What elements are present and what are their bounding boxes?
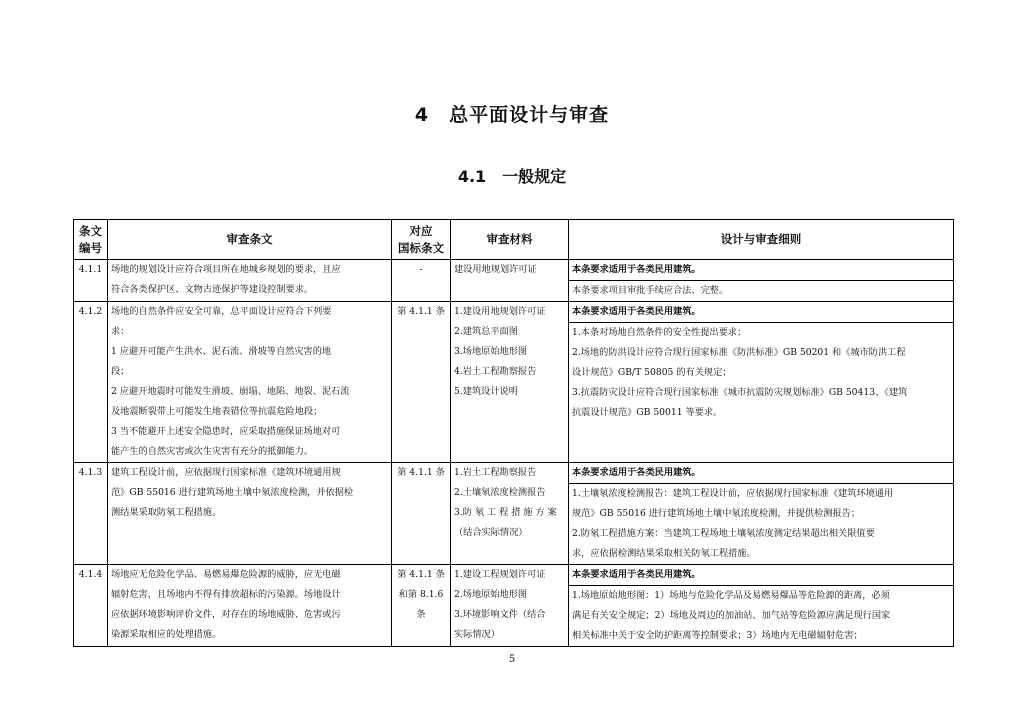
national-ref-line: 第 4.1.1 条 xyxy=(397,306,445,317)
material-item: （结合实际情况） xyxy=(454,527,528,538)
details-applicability: 本条要求适用于各类民用建筑。 xyxy=(572,264,701,275)
details-line: 1.土壤氡浓度检测报告：建筑工程设计前，应依据现行国家标准《建筑环境通用 xyxy=(572,488,894,499)
clause-number: 4.1.2 xyxy=(78,306,103,317)
clause-number-cell xyxy=(74,565,108,647)
clause-text-line: 测结果采取防氡工程措施。 xyxy=(111,507,222,518)
clause-text-cell xyxy=(108,260,392,302)
header-details: 设计与审查细则 xyxy=(569,220,954,260)
clause-number-cell xyxy=(74,463,108,565)
details-line: 1.场地原始地形图：1）场地与危险化学品及易燃易爆品等危险源的距离，必须 xyxy=(572,590,890,601)
materials-cell xyxy=(451,565,569,647)
material-item: 4.岩土工程勘察报告 xyxy=(454,366,537,377)
details-line: 设计规范》GB/T 50805 的有关规定； xyxy=(572,367,732,378)
header-materials: 审查材料 xyxy=(451,220,569,260)
material-item: 3.防 氡 工 程 措 施 方 案 xyxy=(454,507,557,518)
clause-text-cell xyxy=(108,565,392,647)
clause-text-line: 场地的规划设计应符合项目所在地城乡规划的要求，且应 xyxy=(111,264,341,275)
header-ref-line2: 国标条文 xyxy=(398,240,444,255)
header-no-line2: 编号 xyxy=(79,240,102,255)
header-clause-number xyxy=(74,220,108,260)
details-applicability: 本条要求适用于各类民用建筑。 xyxy=(572,467,701,478)
clause-text-line: 符合各类保护区、文物古迹保护等建设控制要求。 xyxy=(111,284,314,295)
details-line: 相关标准中关于安全防护距离等控制要求；3）场地内无电磁辐射危害； xyxy=(572,630,863,641)
table-header-row xyxy=(74,220,954,260)
clause-number: 4.1.1 xyxy=(78,264,103,275)
page-number: 5 xyxy=(508,654,516,665)
material-item: 实际情况） xyxy=(454,629,500,640)
clause-text-line: 辐射危害，且场地内不得有排放超标的污染源。场地设计 xyxy=(111,589,341,600)
clause-text-line: 3 当不能避开上述安全隐患时，应采取措施保证场地对可 xyxy=(111,426,341,437)
materials-cell xyxy=(451,260,569,302)
details-line: 满足有关安全规定；2）场地及周边的加油站、加气站等危险源应满足现行国家 xyxy=(572,610,891,621)
materials-cell xyxy=(451,463,569,565)
details-line: 1.本条对场地自然条件的安全性提出要求； xyxy=(572,327,747,338)
clause-number-cell xyxy=(74,260,108,302)
national-ref-cell xyxy=(392,565,451,647)
details-line: 3.抗震防灾设计应符合现行国家标准《城市抗震防灾规划标准》GB 50413、《建筑 xyxy=(572,387,908,398)
table-row xyxy=(74,565,954,647)
clause-text-line: 求： xyxy=(111,326,130,337)
clause-text-line: 范》GB 55016 进行建筑场地土壤中氡浓度检测，并依据检 xyxy=(111,487,354,498)
clause-text-line: 及地震断裂带上可能发生地表错位等抗震危险地段； xyxy=(111,406,323,417)
header-clause-text: 审查条文 xyxy=(108,220,392,260)
header-national-ref xyxy=(392,220,451,260)
details-line: 2.场地的防洪设计应符合现行国家标准《防洪标准》GB 50201 和《城市防洪工程 xyxy=(572,347,906,358)
material-item: 3.环境影响文件（结合 xyxy=(454,609,546,620)
details-cell xyxy=(569,260,954,302)
clause-text-line: 场地的自然条件应安全可靠，总平面设计应符合下列要 xyxy=(111,306,332,317)
national-ref-line: 条 xyxy=(416,609,426,620)
table-row xyxy=(74,302,954,463)
material-item: 1.岩土工程勘察报告 xyxy=(454,467,537,478)
material-item: 2.土壤氡浓度检测报告 xyxy=(454,487,546,498)
details-line: 规范》GB 55016 进行建筑场地土壤中氡浓度检测，并提供检测报告； xyxy=(572,508,861,519)
clause-text-line: 染源采取相应的处理措施。 xyxy=(111,629,222,640)
clause-text-line: 建筑工程设计前，应依据现行国家标准《建筑环境通用规 xyxy=(111,467,341,478)
section-title: 4.1 一般规定 xyxy=(457,167,567,186)
clause-text-line: 场地应无危险化学品、易燃易爆危险源的威胁，应无电磁 xyxy=(111,569,341,580)
header-no-line1: 条文 xyxy=(79,223,102,238)
national-ref-line: 和第 8.1.6 xyxy=(398,589,444,600)
national-ref-line: - xyxy=(419,264,423,275)
material-item: 5.建筑设计说明 xyxy=(454,386,518,397)
material-item: 3.场地原始地形图 xyxy=(454,346,528,357)
clause-text-line: 段； xyxy=(111,366,130,377)
national-ref-cell xyxy=(392,260,451,302)
national-ref-cell xyxy=(392,302,451,463)
details-applicability: 本条要求适用于各类民用建筑。 xyxy=(572,306,701,317)
table-row xyxy=(74,260,954,302)
header-ref-line1: 对应 xyxy=(409,223,433,238)
material-item: 1.建设用地规划许可证 xyxy=(454,306,546,317)
details-line: 抗震设计规范》GB 50011 等要求。 xyxy=(572,407,723,418)
review-table xyxy=(73,219,954,647)
table-row xyxy=(74,463,954,565)
details-line: 本条要求项目审批手续应合法、完整。 xyxy=(572,285,729,296)
clause-text-line: 能产生的自然灾害或次生灾害有充分的抵御能力。 xyxy=(111,446,314,457)
materials-cell xyxy=(451,302,569,463)
material-item: 2.场地原始地形图 xyxy=(454,589,528,600)
details-line: 2.防氡工程措施方案：当建筑工程场地土壤氡浓度测定结果超出相关限值要 xyxy=(572,528,875,539)
national-ref-cell xyxy=(392,463,451,565)
details-line: 求，应依据检测结果采取相关防氡工程措施。 xyxy=(572,548,756,559)
clause-text-cell xyxy=(108,302,392,463)
clause-text-cell xyxy=(108,463,392,565)
material-item: 2.建筑总平面图 xyxy=(454,326,518,337)
clause-number-cell xyxy=(74,302,108,463)
clause-text-line: 应依据环境影响评价文件，对存在的场地威胁、危害或污 xyxy=(111,609,341,620)
details-applicability: 本条要求适用于各类民用建筑。 xyxy=(572,569,701,580)
national-ref-line: 第 4.1.1 条 xyxy=(397,467,445,478)
national-ref-line: 第 4.1.1 条 xyxy=(397,569,445,580)
clause-number: 4.1.3 xyxy=(78,467,103,478)
details-cell xyxy=(569,302,954,463)
material-item: 1.建设工程规划许可证 xyxy=(454,569,546,580)
chapter-title: 4 总平面设计与审查 xyxy=(414,104,610,126)
details-cell xyxy=(569,565,954,647)
clause-number: 4.1.4 xyxy=(78,569,103,580)
details-cell xyxy=(569,463,954,565)
clause-text-line: 2 应避开地震时可能发生滑坡、崩塌、地陷、地裂、泥石流 xyxy=(111,386,350,397)
material-item: 建设用地规划许可证 xyxy=(454,264,537,275)
clause-text-line: 1 应避开可能产生洪水、泥石流、滑坡等自然灾害的地 xyxy=(111,346,332,357)
table-body xyxy=(74,260,954,647)
